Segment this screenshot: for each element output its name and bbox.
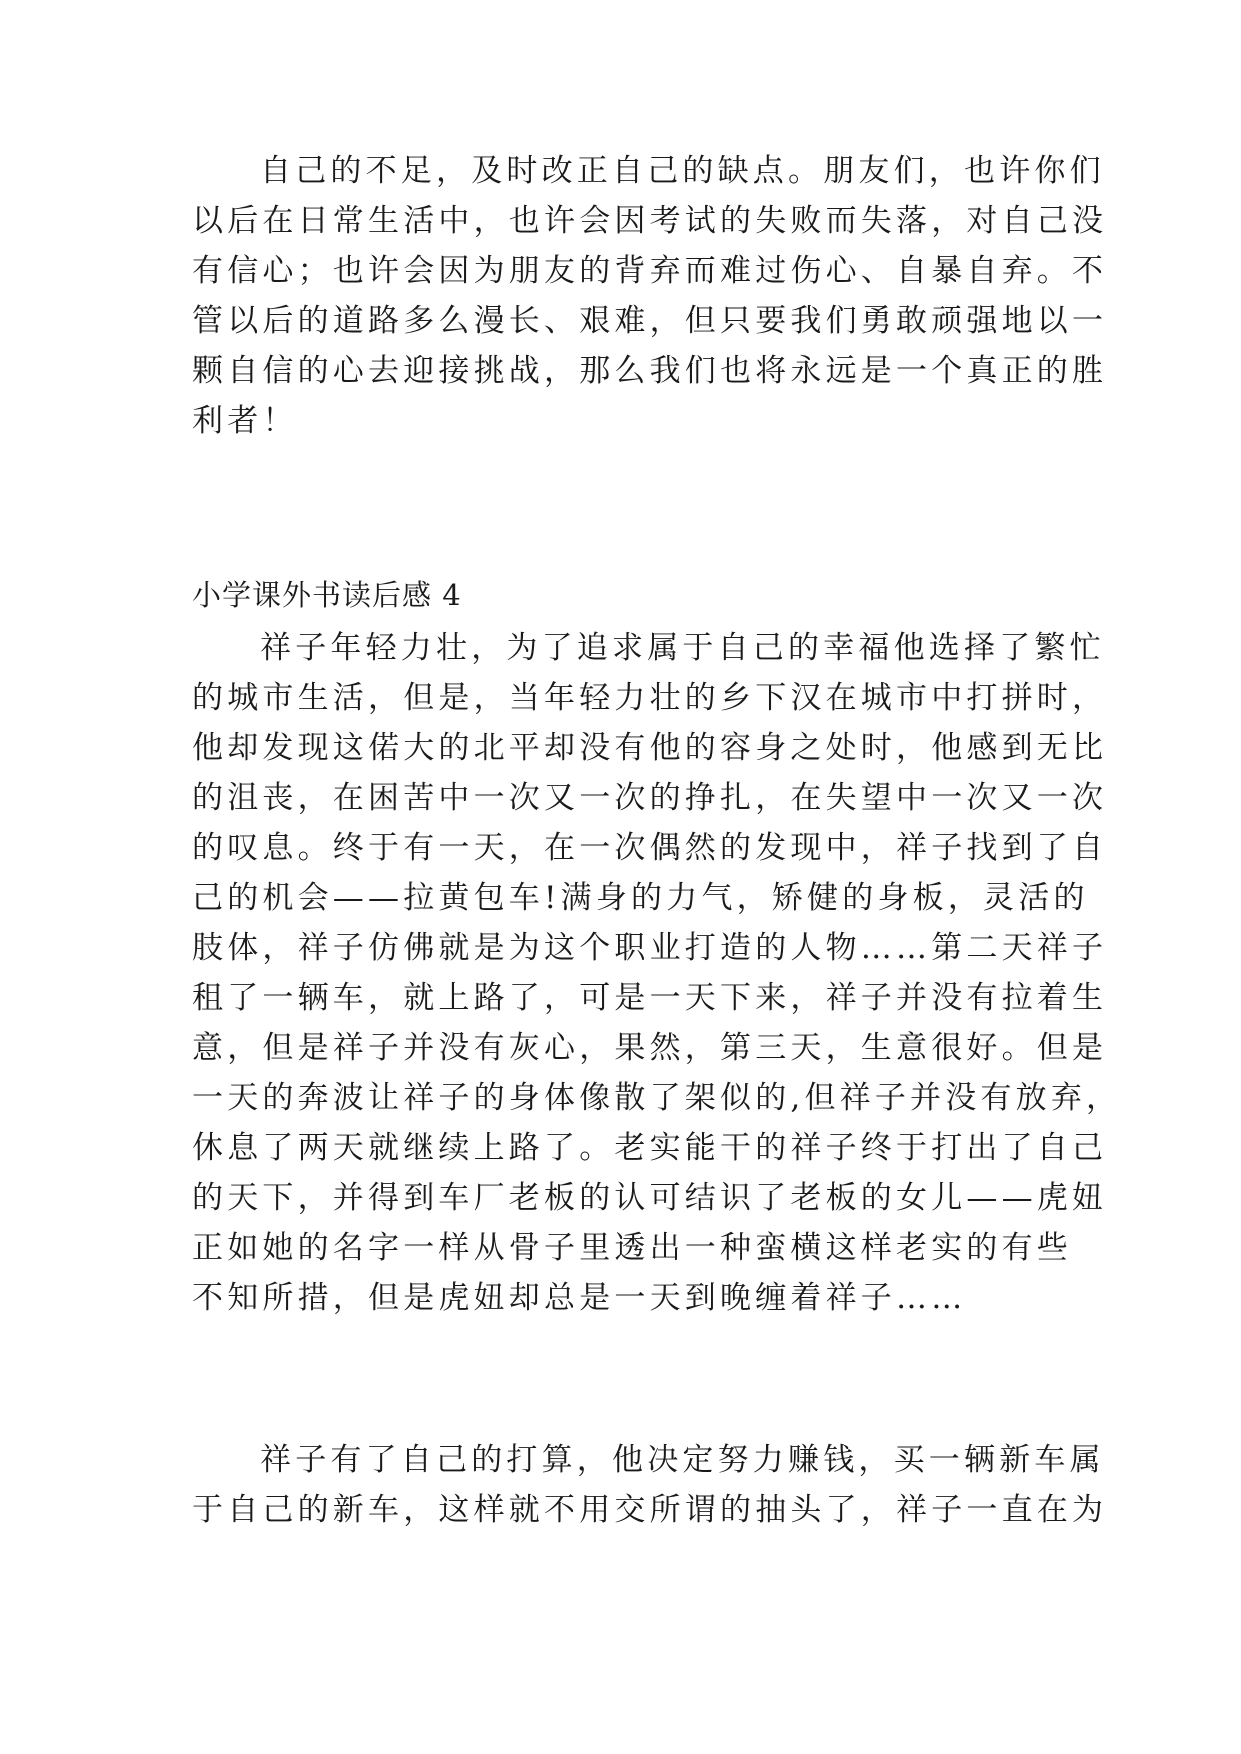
text-line: 己的机会——拉黄包车!满身的力气，矫健的身板，灵活的 xyxy=(192,880,1089,916)
paragraph-xiangzi-2 xyxy=(192,1435,1108,1535)
text-line: 自己的不足，及时改正自己的缺点。朋友们，也许你们 xyxy=(260,153,1105,189)
text-line: 休息了两天就继续上路了。老实能干的祥子终于打出了自己 xyxy=(192,1130,1108,1166)
text-line: 的天下，并得到车厂老板的认可结识了老板的女儿——虎妞 xyxy=(192,1180,1108,1216)
text-line: 正如她的名字一样从骨子里透出一种蛮横这样老实的有些 xyxy=(192,1230,1072,1266)
text-line: 租了一辆车，就上路了，可是一天下来，祥子并没有拉着生 xyxy=(192,980,1108,1016)
text-line: 意，但是祥子并没有灰心，果然，第三天，生意很好。但是 xyxy=(192,1030,1108,1066)
text-line: 颗自信的心去迎接挑战，那么我们也将永远是一个真正的胜 xyxy=(192,353,1108,389)
section-heading: 小学课外书读后感 4 xyxy=(192,578,462,612)
paragraph-xiangzi-1 xyxy=(192,623,1122,1323)
text-line: 不知所措，但是虎妞却总是一天到晚缠着祥子…… xyxy=(192,1280,967,1316)
text-line: 于自己的新车，这样就不用交所谓的抽头了，祥子一直在为 xyxy=(192,1492,1108,1528)
text-line: 他却发现这偌大的北平却没有他的容身之处时，他感到无比 xyxy=(192,730,1108,766)
text-line: 祥子有了自己的打算，他决定努力赚钱，买一辆新车属 xyxy=(260,1442,1105,1478)
text-line: 的城市生活，但是，当年轻力壮的乡下汉在城市中打拼时， xyxy=(192,680,1108,716)
text-line: 利者！ xyxy=(192,403,298,439)
text-line: 肢体，祥子仿佛就是为这个职业打造的人物……第二天祥子 xyxy=(192,930,1108,966)
text-line: 管以后的道路多么漫长、艰难，但只要我们勇敢顽强地以一 xyxy=(192,303,1108,339)
text-line: 有信心；也许会因为朋友的背弃而难过伤心、自暴自弃。不 xyxy=(192,253,1108,289)
text-line: 祥子年轻力壮，为了追求属于自己的幸福他选择了繁忙 xyxy=(260,630,1105,666)
text-line: 一天的奔波让祥子的身体像散了架似的,但祥子并没有放弃， xyxy=(192,1080,1122,1116)
paragraph-continued xyxy=(192,146,1108,446)
text-line: 的沮丧，在困苦中一次又一次的挣扎，在失望中一次又一次 xyxy=(192,780,1108,816)
text-line: 以后在日常生活中，也许会因考试的失败而失落，对自己没 xyxy=(192,203,1108,239)
text-line: 的叹息。终于有一天，在一次偶然的发现中，祥子找到了自 xyxy=(192,830,1108,866)
